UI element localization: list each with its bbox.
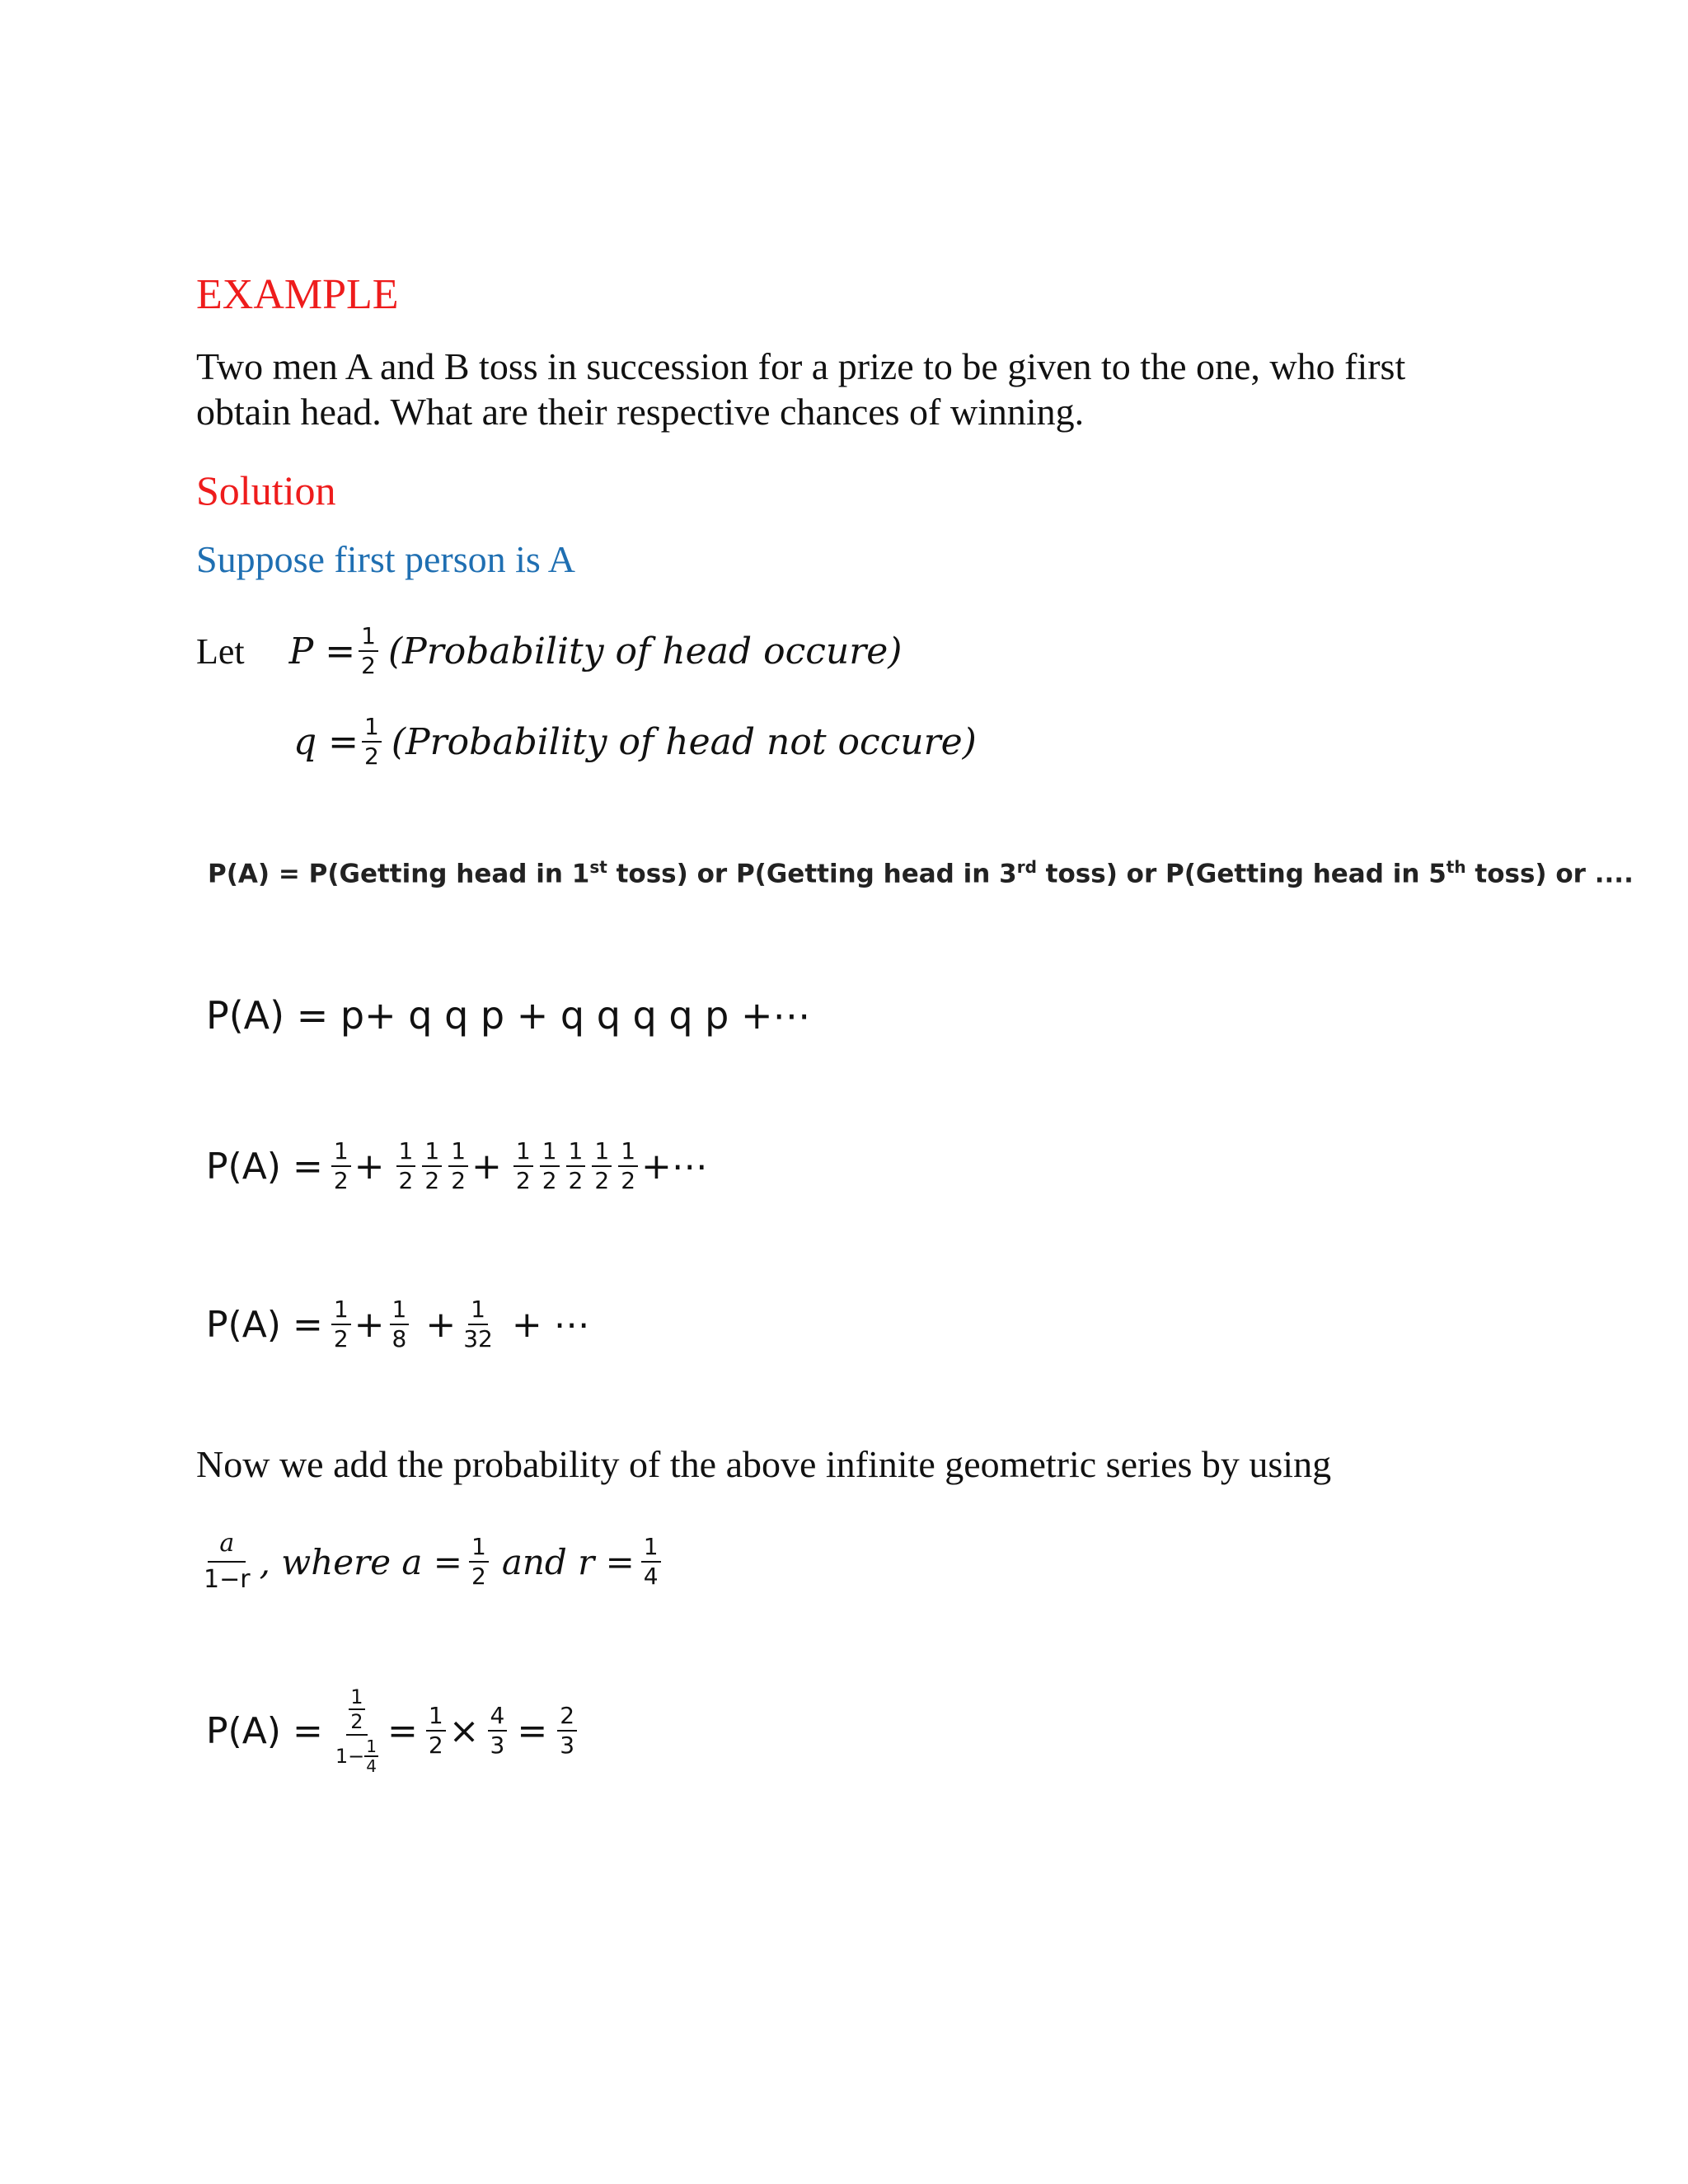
fraction-eighth: $\frac{1}{8}$ <box>390 1298 410 1351</box>
formula-numerator: a <box>208 1531 246 1563</box>
fraction-denominator: 2 <box>361 652 376 679</box>
ordinal-suffix: st <box>589 857 607 877</box>
compound-numerator: 1 2 <box>346 1687 367 1736</box>
q-variable: q <box>293 720 317 763</box>
equals-sign: = <box>325 630 356 673</box>
let-word: Let <box>196 630 245 672</box>
p-note: (Probability of head occure) <box>387 630 903 673</box>
fraction-half: $\frac{1}{2}$ <box>331 1298 351 1351</box>
trailing-ellipsis: +⋯ <box>641 1145 708 1188</box>
half-fraction: $\frac{1}{2}$ <box>618 1140 638 1193</box>
and-r-clause: and r = <box>501 1541 635 1582</box>
half-fraction: $\frac{1}{2}$ <box>331 1140 351 1193</box>
equals-sign: = <box>517 1709 548 1752</box>
half-fraction: $\frac{1}{2}$ <box>592 1140 612 1193</box>
compound-denominator: 1− $\frac{1}{4}$ <box>335 1736 377 1776</box>
half-fraction: $\frac{1}{2}$ <box>422 1140 442 1193</box>
sum-formula-fraction <box>201 1531 253 1592</box>
half-fraction: $\frac{1}{2}$ <box>396 1140 416 1193</box>
pa-def-part: toss) or P(Getting head in 5 <box>1036 859 1447 889</box>
assumption-line: Suppose first person is A <box>196 538 575 580</box>
solution-heading: Solution <box>196 467 336 513</box>
where-clause: , where a = <box>259 1541 462 1582</box>
final-result <box>206 1673 577 1788</box>
q-note: (Probability of head not occure) <box>391 720 977 763</box>
series-expression: P(A) = p+ q q p + q q q q p +⋯ <box>206 993 811 1038</box>
plus-sign: + <box>354 1145 385 1188</box>
pa-lhs: P(A) = <box>206 1709 323 1752</box>
example-heading: EXAMPLE <box>196 271 399 318</box>
result-fraction-final: $\frac{2}{3}$ <box>557 1704 577 1757</box>
plus-sign: + <box>471 1145 502 1188</box>
a-value-fraction: $\frac{1}{2}$ <box>469 1535 489 1588</box>
half-fraction <box>359 622 378 679</box>
pa-definition <box>208 857 1634 888</box>
problem-line-2: obtain head. What are their respective chances of winning. <box>196 391 1085 433</box>
pa-lhs: P(A) = <box>206 1145 323 1188</box>
fraction-numerator: 1 <box>362 715 382 743</box>
half-fraction: $\frac{1}{2}$ <box>540 1140 560 1193</box>
equals-sign: = <box>328 720 359 763</box>
formula-denominator: 1−r <box>204 1565 251 1594</box>
half-fraction: $\frac{1}{2}$ <box>513 1140 533 1193</box>
let-q-line <box>293 701 977 783</box>
compound-fraction <box>333 1687 381 1774</box>
ordinal-suffix: rd <box>1016 857 1037 877</box>
pa-def-part: P(A) = P(Getting head in 1 <box>208 859 590 889</box>
plus-sign: + <box>354 1303 385 1346</box>
fraction-thirty-second: $\frac{1}{32}$ <box>463 1296 493 1352</box>
p-variable: P <box>288 630 314 673</box>
fraction-denominator: 2 <box>364 743 379 770</box>
half-fraction <box>362 715 382 768</box>
let-p-line <box>196 610 902 692</box>
times-sign: × <box>448 1709 480 1752</box>
expanded-series <box>206 1121 708 1212</box>
simplified-series <box>206 1279 590 1370</box>
result-fraction-1: $\frac{1}{2}$ <box>426 1704 446 1757</box>
geometric-sentence: Now we add the probability of the above infinite geometric series by using <box>196 1443 1332 1485</box>
geometric-formula <box>201 1516 661 1607</box>
equals-sign: = <box>387 1709 418 1752</box>
half-fraction: $\frac{1}{2}$ <box>448 1140 468 1193</box>
half-fraction: $\frac{1}{2}$ <box>566 1140 586 1193</box>
ordinal-suffix: th <box>1446 857 1466 877</box>
trailing-ellipsis: + ⋯ <box>511 1303 590 1346</box>
fraction-numerator: 1 <box>359 625 378 652</box>
problem-line-1: Two men A and B toss in succession for a prize to be given to the one, who first <box>196 345 1406 387</box>
result-fraction-2: $\frac{4}{3}$ <box>488 1704 508 1757</box>
pa-lhs: P(A) = <box>206 1303 323 1346</box>
r-value-fraction: $\frac{1}{4}$ <box>641 1535 661 1588</box>
pa-def-part: toss) or .... <box>1465 859 1634 889</box>
pa-def-part: toss) or P(Getting head in 3 <box>607 859 1017 889</box>
plus-sign: + <box>425 1303 457 1346</box>
